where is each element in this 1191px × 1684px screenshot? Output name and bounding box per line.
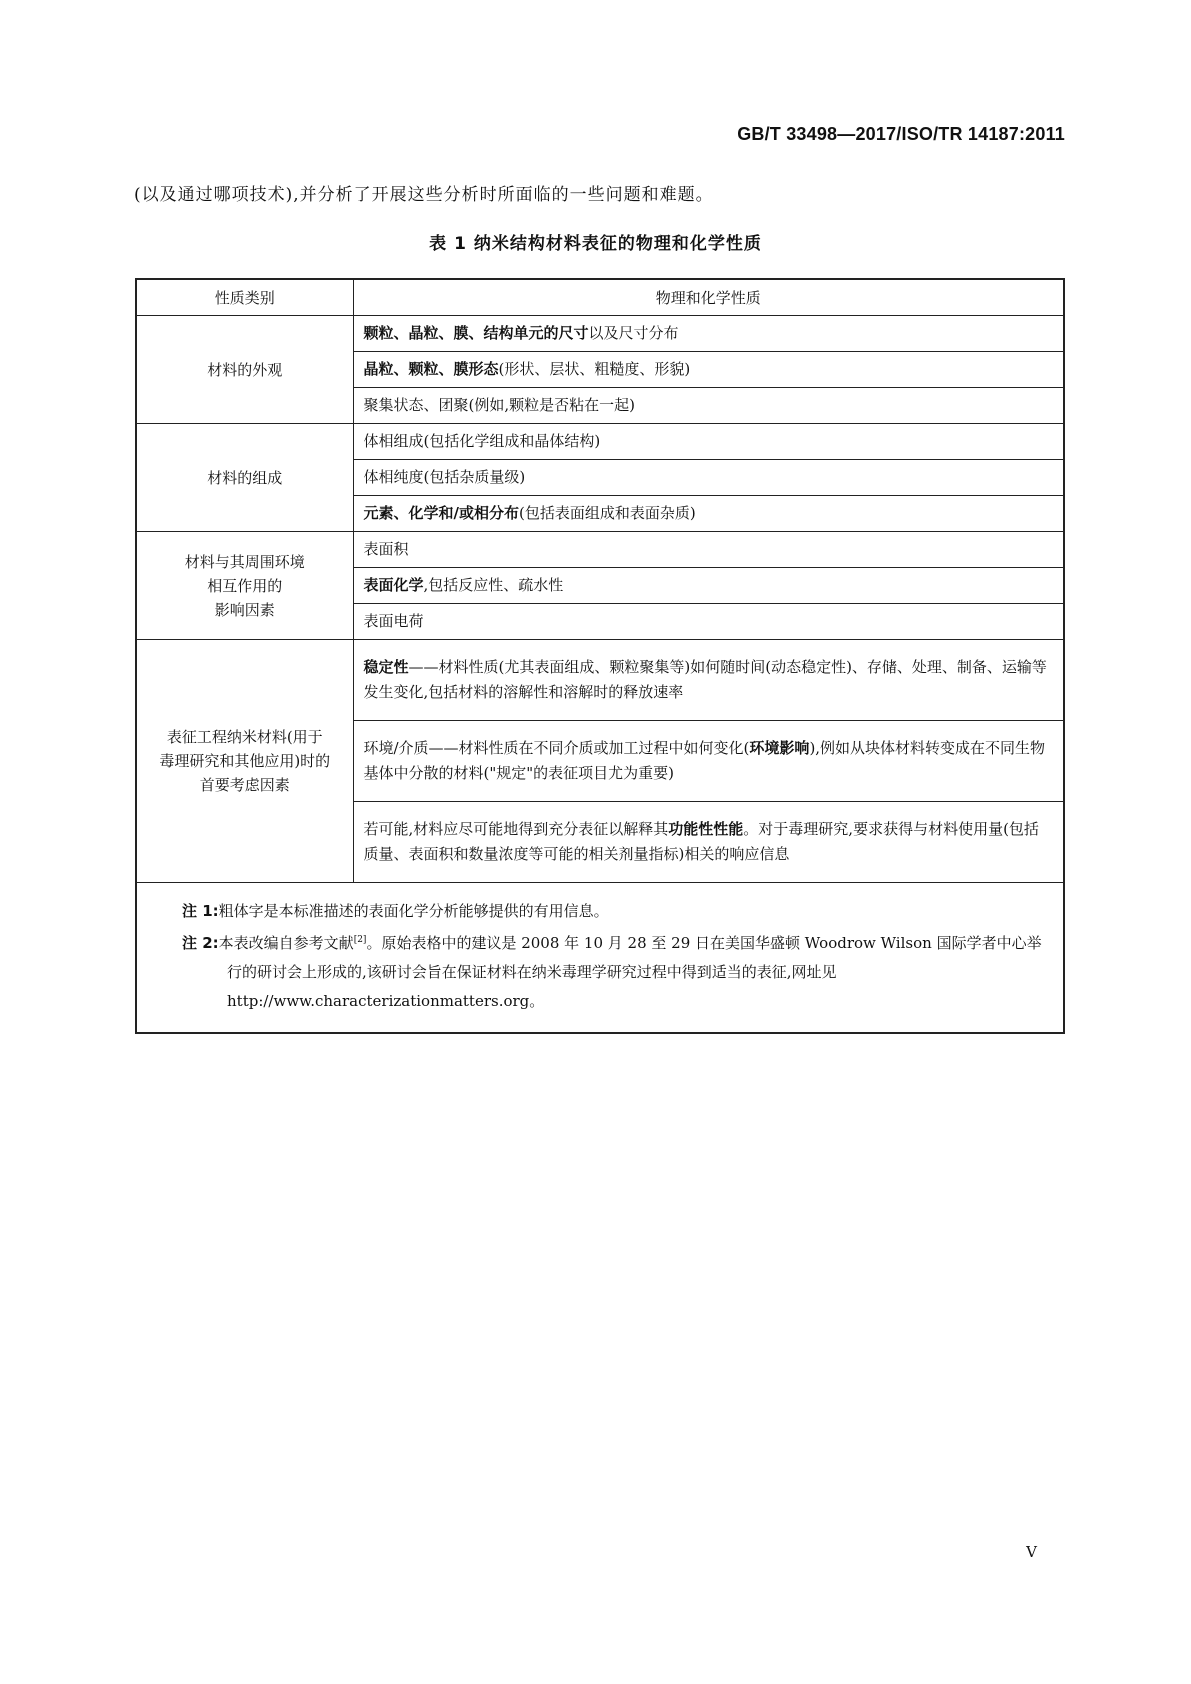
standard-header: GB/T 33498—2017/ISO/TR 14187:2011 [737,124,1065,144]
property-cell: 体相纯度(包括杂质量级) [353,460,1064,496]
property-cell: 晶粒、颗粒、膜形态(形状、层状、粗糙度、形貌) [353,352,1064,388]
header-category: 性质类别 [136,279,353,316]
table-row [136,316,1064,352]
table-row [136,424,1064,460]
property-cell: 颗粒、晶粒、膜、结构单元的尺寸以及尺寸分布 [353,316,1064,352]
intro-paragraph: (以及通过哪项技术),并分析了开展这些分析时所面临的一些问题和难题。 [134,185,714,205]
table-header-row [136,279,1064,316]
property-cell: 环境/介质——材料性质在不同介质或加工过程中如何变化(环境影响),例如从块体材料转变成在不同生物基体中分散的材料("规定"的表征项目尤为重要) [353,721,1064,802]
category-composition: 材料的组成 [136,424,353,532]
category-primary-considerations: 表征工程纳米材料(用于 毒理研究和其他应用)时的 首要考虑因素 [136,640,353,883]
category-appearance: 材料的外观 [136,316,353,424]
table-row [136,532,1064,568]
property-cell: 体相组成(包括化学组成和晶体结构) [353,424,1064,460]
notes-row [136,883,1064,1034]
reference-mark: [2] [353,935,367,945]
notes-cell [136,883,1064,1034]
note-1: 注 1:粗体字是本标准描述的表面化学分析能够提供的有用信息。 [182,902,609,920]
property-cell: 表面积 [353,532,1064,568]
property-cell: 稳定性——材料性质(尤其表面组成、颗粒聚集等)如何随时间(动态稳定性)、存储、处理、制备、运输等发生变化,包括材料的溶解性和溶解时的释放速率 [353,640,1064,721]
table-row [136,640,1064,721]
property-cell: 元素、化学和/或相分布(包括表面组成和表面杂质) [353,496,1064,532]
property-cell: 表面化学,包括反应性、疏水性 [353,568,1064,604]
table-caption: 表 1 纳米结构材料表征的物理和化学性质 [429,234,762,254]
property-cell: 表面电荷 [353,604,1064,640]
header-property: 物理和化学性质 [353,279,1064,316]
page-number: V [1026,1543,1037,1561]
category-environment-interaction: 材料与其周围环境 相互作用的 影响因素 [136,532,353,640]
note-2: 注 2:本表改编自参考文献[2]。原始表格中的建议是 2008 年 10 月 28 至 29 日在美国华盛顿 Woodrow Wilson 国际学者中心举行的研讨会上形成的,该研讨会旨在保证材料在纳米毒理学研究过程中得到适当的表征,网址见 http://www.characterizationmatters.org。 [182,934,1042,1010]
property-cell: 若可能,材料应尽可能地得到充分表征以解释其功能性性能。对于毒理研究,要求获得与材料使用量(包括质量、表面积和数量浓度等可能的相关剂量指标)相关的响应信息 [353,802,1064,883]
properties-table [135,278,1065,1034]
property-cell: 聚集状态、团聚(例如,颗粒是否粘在一起) [353,388,1064,424]
